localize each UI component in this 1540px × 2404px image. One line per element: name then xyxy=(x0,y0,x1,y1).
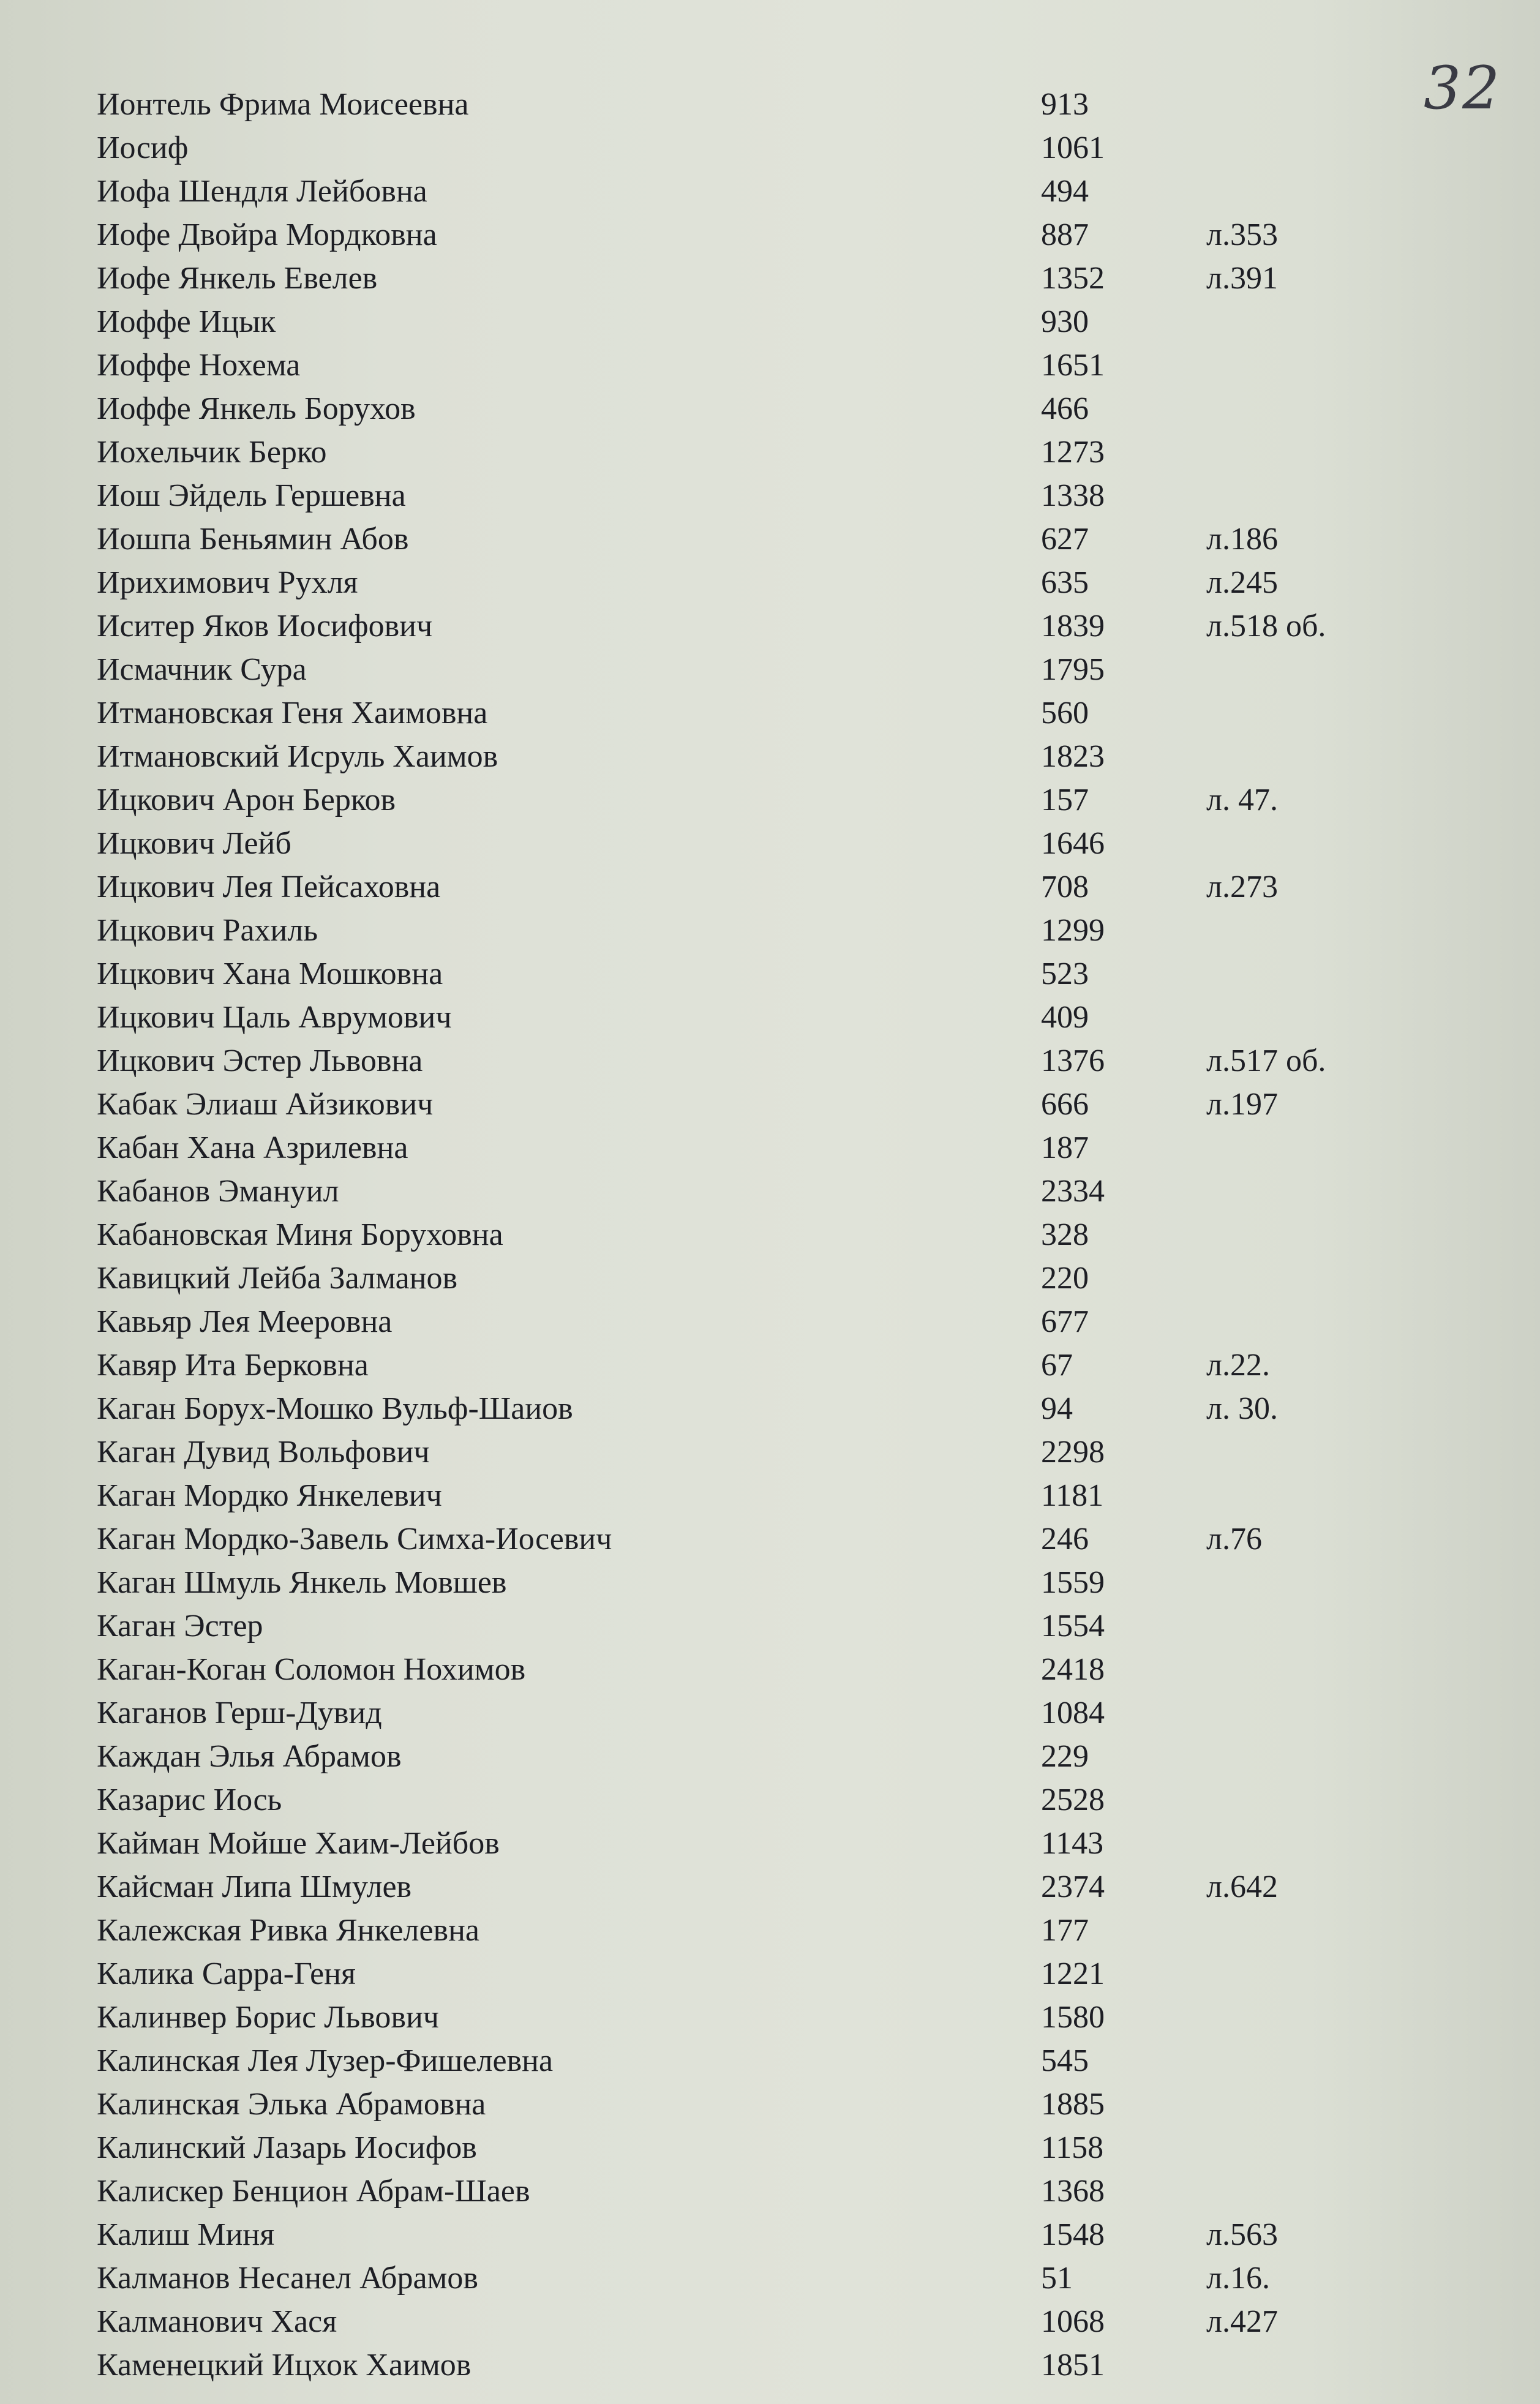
entry-number: 494 xyxy=(1041,174,1089,209)
entry-sheet-ref: л.563 xyxy=(1206,2217,1278,2252)
list-item xyxy=(0,1865,1540,1909)
entry-number: 466 xyxy=(1041,391,1089,426)
entry-number: 2418 xyxy=(1041,1652,1105,1687)
entry-number: 930 xyxy=(1041,304,1089,339)
entry-number: 187 xyxy=(1041,1130,1089,1165)
entry-name: Каган Дувид Вольфович xyxy=(97,1435,430,1470)
list-item xyxy=(0,430,1540,474)
entry-name: Каган-Коган Соломон Нохимов xyxy=(97,1652,526,1687)
list-item xyxy=(0,1735,1540,1778)
entry-number: 1651 xyxy=(1041,348,1105,383)
entry-number: 2528 xyxy=(1041,1782,1105,1817)
entry-number: 1352 xyxy=(1041,261,1105,296)
entry-sheet-ref: л.642 xyxy=(1206,1869,1278,1904)
entry-name: Ицкович Лейб xyxy=(97,826,291,861)
entry-number: 1181 xyxy=(1041,1478,1104,1513)
entry-number: 1221 xyxy=(1041,1956,1105,1991)
list-item xyxy=(0,1039,1540,1083)
list-item xyxy=(0,604,1540,648)
entry-number: 2374 xyxy=(1041,1869,1105,1904)
entry-name: Кайман Мойше Хаим-Лейбов xyxy=(97,1826,500,1861)
entry-sheet-ref: л.186 xyxy=(1206,522,1278,557)
entry-name: Каждан Элья Абрамов xyxy=(97,1739,402,1774)
list-item xyxy=(0,1648,1540,1691)
list-item xyxy=(0,1083,1540,1126)
entry-number: 1299 xyxy=(1041,913,1105,948)
entry-sheet-ref: л.197 xyxy=(1206,1087,1278,1122)
entry-name: Иофе Двойра Мордковна xyxy=(97,217,437,252)
entry-sheet-ref: л. 30. xyxy=(1206,1391,1278,1426)
entry-number: 1646 xyxy=(1041,826,1105,861)
entry-sheet-ref: л.76 xyxy=(1206,1522,1262,1557)
list-item xyxy=(0,1778,1540,1822)
entry-number: 708 xyxy=(1041,870,1089,904)
entry-number: 1273 xyxy=(1041,435,1105,470)
list-item xyxy=(0,387,1540,430)
list-item xyxy=(0,865,1540,909)
entry-name: Кайсман Липа Шмулев xyxy=(97,1869,412,1904)
entry-name: Ицкович Лея Пейсаховна xyxy=(97,870,441,904)
entry-sheet-ref: л.16. xyxy=(1206,2261,1270,2296)
list-item xyxy=(0,1822,1540,1865)
entry-number: 560 xyxy=(1041,696,1089,731)
list-item xyxy=(0,2126,1540,2169)
entry-name: Кабановская Миня Боруховна xyxy=(97,1217,503,1252)
entry-sheet-ref: л.427 xyxy=(1206,2304,1278,2339)
list-item xyxy=(0,1561,1540,1604)
list-item xyxy=(0,257,1540,300)
entry-number: 1839 xyxy=(1041,609,1105,644)
entry-name: Кабанов Эмануил xyxy=(97,1174,339,1209)
entry-number: 1376 xyxy=(1041,1043,1105,1078)
entry-name: Калежская Ривка Янкелевна xyxy=(97,1913,480,1948)
entry-name: Исмачник Сура xyxy=(97,652,307,687)
list-item xyxy=(0,126,1540,170)
list-item xyxy=(0,2213,1540,2256)
page-number: 32 xyxy=(1424,54,1501,122)
list-item xyxy=(0,1430,1540,1474)
entry-number: 523 xyxy=(1041,956,1089,991)
list-item xyxy=(0,952,1540,996)
entry-name: Ицкович Арон Берков xyxy=(97,783,396,817)
entry-number: 2298 xyxy=(1041,1435,1105,1470)
list-item xyxy=(0,1343,1540,1387)
entry-number: 1143 xyxy=(1041,1826,1104,1861)
list-item xyxy=(0,1517,1540,1561)
entry-name: Иоффе Ицык xyxy=(97,304,276,339)
entry-number: 1068 xyxy=(1041,2304,1105,2339)
entry-name: Калманович Хася xyxy=(97,2304,337,2339)
entry-name: Иош Эйдель Гершевна xyxy=(97,478,406,513)
list-item xyxy=(0,2256,1540,2300)
entry-number: 2334 xyxy=(1041,1174,1105,1209)
list-item xyxy=(0,2343,1540,2387)
entry-number: 677 xyxy=(1041,1304,1089,1339)
entry-name: Ицкович Эстер Львовна xyxy=(97,1043,423,1078)
list-item xyxy=(0,1604,1540,1648)
entry-name: Ирихимович Рухля xyxy=(97,565,358,600)
entry-number: 1851 xyxy=(1041,2348,1105,2383)
list-item xyxy=(0,822,1540,865)
list-item xyxy=(0,2039,1540,2083)
entry-name: Ицкович Рахиль xyxy=(97,913,318,948)
entry-name: Каган Мордко Янкелевич xyxy=(97,1478,442,1513)
entry-name: Кабак Элиаш Айзикович xyxy=(97,1087,434,1122)
list-item xyxy=(0,1952,1540,1996)
entry-name: Калинвер Борис Львович xyxy=(97,2000,439,2035)
entry-number: 157 xyxy=(1041,783,1089,817)
entry-name: Ионтель Фрима Моисеевна xyxy=(97,87,469,122)
list-item xyxy=(0,300,1540,344)
list-item xyxy=(0,691,1540,735)
entry-name: Кабан Хана Азрилевна xyxy=(97,1130,408,1165)
entry-name: Иосиф xyxy=(97,130,189,165)
entry-sheet-ref: л.273 xyxy=(1206,870,1278,904)
entry-number: 1885 xyxy=(1041,2087,1105,2122)
entry-sheet-ref: л.518 об. xyxy=(1206,609,1326,644)
entry-name: Калинская Лея Лузер-Фишелевна xyxy=(97,2043,554,2078)
list-item xyxy=(0,561,1540,604)
list-item xyxy=(0,2083,1540,2126)
list-item xyxy=(0,648,1540,691)
entry-number: 1368 xyxy=(1041,2174,1105,2209)
entry-name: Калика Сарра-Геня xyxy=(97,1956,356,1991)
list-item xyxy=(0,474,1540,517)
entry-name: Кавицкий Лейба Залманов xyxy=(97,1261,458,1296)
entry-name: Каменецкий Ицхок Хаимов xyxy=(97,2348,471,2383)
list-item xyxy=(0,1126,1540,1170)
entry-number: 1061 xyxy=(1041,130,1105,165)
entry-number: 246 xyxy=(1041,1522,1089,1557)
entry-sheet-ref: л.22. xyxy=(1206,1348,1270,1383)
list-item xyxy=(0,1691,1540,1735)
entry-number: 67 xyxy=(1041,1348,1073,1383)
list-item xyxy=(0,909,1540,952)
entry-name: Каганов Герш-Дувид xyxy=(97,1696,382,1730)
entry-number: 1084 xyxy=(1041,1696,1105,1730)
list-item xyxy=(0,1170,1540,1213)
entry-sheet-ref: л.391 xyxy=(1206,261,1278,296)
entry-name: Кавьяр Лея Мееровна xyxy=(97,1304,393,1339)
entry-number: 1580 xyxy=(1041,2000,1105,2035)
list-item xyxy=(0,2300,1540,2343)
entry-number: 229 xyxy=(1041,1739,1089,1774)
entry-name: Калискер Бенцион Абрам-Шаев xyxy=(97,2174,530,2209)
entry-name: Ицкович Хана Мошковна xyxy=(97,956,443,991)
name-index-list xyxy=(0,83,1540,2387)
entry-sheet-ref: л.517 об. xyxy=(1206,1043,1326,1078)
entry-name: Каган Эстер xyxy=(97,1609,263,1643)
entry-sheet-ref: л.245 xyxy=(1206,565,1278,600)
entry-name: Иоффе Нохема xyxy=(97,348,301,383)
entry-number: 94 xyxy=(1041,1391,1073,1426)
entry-name: Каган Борух-Мошко Вульф-Шаиов xyxy=(97,1391,573,1426)
list-item xyxy=(0,1387,1540,1430)
entry-number: 1795 xyxy=(1041,652,1105,687)
list-item xyxy=(0,778,1540,822)
list-item xyxy=(0,1909,1540,1952)
entry-name: Итмановский Исруль Хаимов xyxy=(97,739,498,774)
entry-number: 1548 xyxy=(1041,2217,1105,2252)
entry-number: 1158 xyxy=(1041,2130,1104,2165)
entry-name: Иохельчик Берко xyxy=(97,435,327,470)
entry-name: Иситер Яков Иосифович xyxy=(97,609,433,644)
entry-number: 1338 xyxy=(1041,478,1105,513)
list-item xyxy=(0,1256,1540,1300)
list-item xyxy=(0,1213,1540,1256)
entry-name: Калманов Несанел Абрамов xyxy=(97,2261,478,2296)
entry-name: Казарис Иось xyxy=(97,1782,282,1817)
entry-number: 409 xyxy=(1041,1000,1089,1035)
entry-number: 177 xyxy=(1041,1913,1089,1948)
entry-name: Ицкович Цаль Аврумович xyxy=(97,1000,452,1035)
entry-number: 627 xyxy=(1041,522,1089,557)
entry-name: Иоффе Янкель Борухов xyxy=(97,391,416,426)
entry-number: 328 xyxy=(1041,1217,1089,1252)
list-item xyxy=(0,213,1540,257)
entry-name: Калиш Миня xyxy=(97,2217,275,2252)
entry-name: Калинская Элька Абрамовна xyxy=(97,2087,486,2122)
list-item xyxy=(0,1300,1540,1343)
list-item xyxy=(0,83,1540,126)
entry-name: Каган Шмуль Янкель Мовшев xyxy=(97,1565,507,1600)
entry-number: 1823 xyxy=(1041,739,1105,774)
entry-name: Каган Мордко-Завель Симха-Иосевич xyxy=(97,1522,612,1557)
list-item xyxy=(0,1474,1540,1517)
entry-number: 635 xyxy=(1041,565,1089,600)
entry-number: 1559 xyxy=(1041,1565,1105,1600)
list-item xyxy=(0,344,1540,387)
entry-number: 913 xyxy=(1041,87,1089,122)
list-item xyxy=(0,996,1540,1039)
entry-number: 51 xyxy=(1041,2261,1073,2296)
entry-number: 887 xyxy=(1041,217,1089,252)
entry-name: Иофа Шендля Лейбовна xyxy=(97,174,427,209)
list-item xyxy=(0,517,1540,561)
entry-number: 1554 xyxy=(1041,1609,1105,1643)
entry-number: 666 xyxy=(1041,1087,1089,1122)
list-item xyxy=(0,2169,1540,2213)
entry-name: Калинский Лазарь Иосифов xyxy=(97,2130,477,2165)
entry-sheet-ref: л.353 xyxy=(1206,217,1278,252)
list-item xyxy=(0,735,1540,778)
entry-number: 545 xyxy=(1041,2043,1089,2078)
entry-name: Кавяр Ита Берковна xyxy=(97,1348,369,1383)
list-item xyxy=(0,170,1540,213)
entry-name: Иофе Янкель Евелев xyxy=(97,261,378,296)
entry-sheet-ref: л. 47. xyxy=(1206,783,1278,817)
entry-number: 220 xyxy=(1041,1261,1089,1296)
list-item xyxy=(0,1996,1540,2039)
entry-name: Иошпа Беньямин Абов xyxy=(97,522,409,557)
entry-name: Итмановская Геня Хаимовна xyxy=(97,696,488,731)
